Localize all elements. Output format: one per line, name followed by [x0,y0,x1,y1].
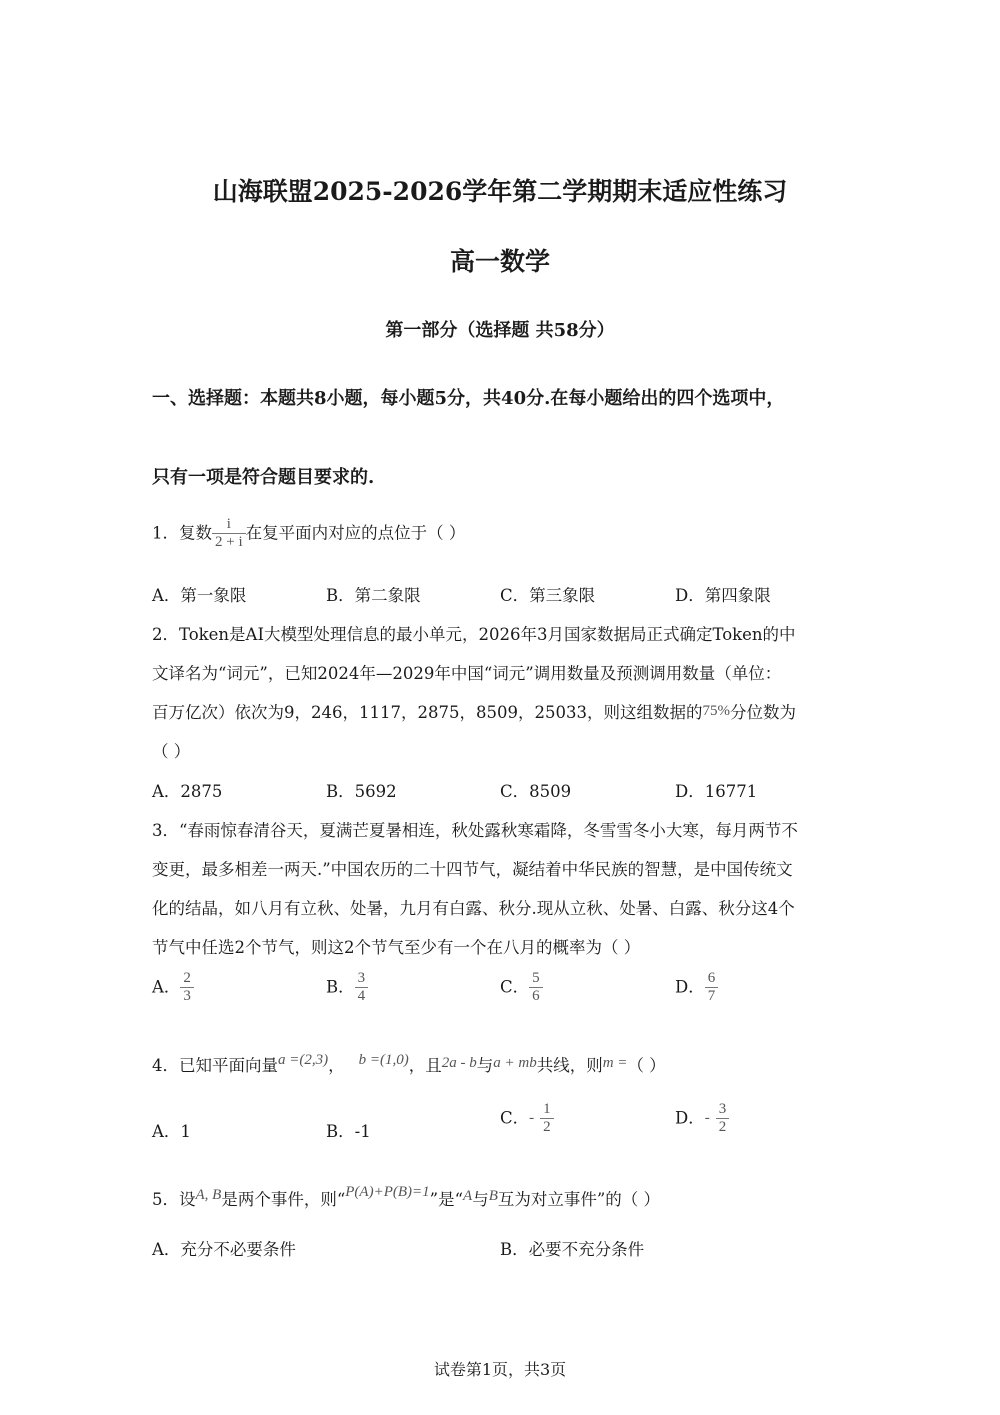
frac-den: 6 [529,987,543,1005]
q4-and: ，且 [408,1056,442,1075]
q4-option-c [500,1101,554,1137]
q4-option-b [326,1118,371,1142]
q4-option-a-value: 1 [180,1122,191,1141]
q4-option-c-fraction [540,1101,554,1137]
q5-option-b: B．必要不充分条件 [500,1240,645,1259]
minus-sign: - [529,1110,535,1127]
q4-option-c-label: C． [500,1108,530,1128]
q3-option-c-label: C． [500,977,530,997]
q4-m-eq: m = [602,1055,628,1071]
q1-option-a: A．第一象限 [152,586,247,605]
q4-with: 与 [476,1056,494,1075]
frac-num: 3 [718,1101,727,1117]
q5-text1: 是两个事件，则“ [221,1190,346,1209]
q4-option-a [152,1118,191,1142]
q4-option-d [675,1101,729,1137]
q2-percent: 75% [702,703,730,719]
q2-line3 [152,699,796,723]
frac-den: 7 [705,987,719,1005]
q1-prefix: 1．复数 [152,523,212,543]
frac-den: 2 [540,1118,554,1136]
q3-option-b-fraction [355,970,369,1006]
q4-prefix: 4．已知平面向量 [152,1056,278,1075]
frac-den: 2 [716,1118,730,1136]
q2-option-b: B．5692 [326,782,397,801]
exam-title: 山海联盟2025-2026学年第二学期期末适应性练习 [212,177,788,206]
q2-line2: 文译名为“词元”，已知2024年—2029年中国“词元”调用数量及预测调用数量（单位： [152,664,782,683]
subject-title: 高一数学 [449,247,550,276]
q2-line3-suffix: 分位数为 [729,703,796,722]
q1-option-b: B．第二象限 [326,586,421,605]
q3-option-b-label: B． [326,977,355,997]
q4-vector-a: a =(2,3) [278,1052,329,1068]
q3-option-c-fraction [529,970,543,1006]
q5-prefix: 5．设 [152,1190,196,1209]
q5-event-b: B [488,1188,498,1204]
part-heading: 第一部分（选择题 共58分） [385,320,615,341]
q4-blank: （ ） [627,1056,666,1075]
q3-option-b [326,970,368,1006]
frac-num: 3 [357,970,366,986]
q4-expr1: 2a - b [441,1055,477,1071]
q3-option-a [152,970,194,1006]
q1-frac-den: 2 + i [212,533,246,551]
question-4 [152,1052,666,1076]
q3-line4: 节气中任选2个节气，则这2个节气至少有一个在八月的概率为（ ） [152,938,641,957]
q2-option-a: A．2875 [152,782,223,801]
question-5 [152,1184,660,1210]
q5-events: A, B [195,1187,222,1203]
q3-option-a-fraction [180,970,194,1006]
frac-den: 3 [180,987,194,1005]
q1-option-c: C．第三象限 [500,586,596,605]
q4-separator: ， [328,1056,345,1075]
q4-option-a-label: A． [152,1122,181,1141]
q2-option-d: D．16771 [675,782,758,801]
section-instruction-line2: 只有一项是符合题目要求的. [152,467,375,488]
q4-option-d-label: D． [675,1108,705,1128]
q4-collinear: 共线，则 [536,1056,603,1075]
q3-line2: 变更，最多相差一两天.”中国农历的二十四节气，凝结着中华民族的智慧，是中国传统文 [152,860,793,879]
q3-option-c [500,970,543,1006]
q3-option-d-label: D． [675,977,705,997]
frac-num: 1 [543,1101,551,1117]
frac-num: 2 [183,970,191,986]
q1-frac-num: i [226,516,231,532]
q3-line1: 3．“春雨惊春清谷天，夏满芒夏暑相连，秋处露秋寒霜降，冬雪雪冬小大寒，每月两节不 [152,821,798,840]
q5-text2: ”是“ [429,1190,464,1209]
frac-num: 6 [707,970,716,986]
page-footer: 试卷第1页，共3页 [433,1360,567,1379]
q1-option-d: D．第四象限 [675,586,771,605]
q1-suffix: 在复平面内对应的点位于（ ） [245,523,466,543]
q4-vector-b: b =(1,0) [358,1052,409,1068]
q5-event-a: A [463,1188,473,1204]
q4-option-b-value: -1 [354,1122,371,1141]
section-instruction-line1: 一、选择题：本题共8小题，每小题5分，共40分.在每小题给出的四个选项中， [152,388,785,409]
q2-line1: 2．Token是AI大模型处理信息的最小单元，2026年3月国家数据局正式确定Token的中 [152,625,796,644]
frac-den: 4 [355,987,369,1005]
q5-condition: P(A)+P(B)=1 [345,1184,430,1200]
q3-option-a-label: A． [152,977,181,997]
q3-option-d-fraction [705,970,719,1006]
frac-num: 5 [532,970,540,986]
q2-line4: （ ） [152,742,191,761]
q5-text3: 互为对立事件”的（ ） [497,1190,661,1209]
q2-option-c: C．8509 [500,782,572,801]
q3-option-d [675,970,718,1006]
q4-option-b-label: B． [326,1122,355,1141]
q4-option-d-fraction [716,1101,730,1137]
minus-sign: - [704,1110,710,1127]
q1-fraction [212,516,246,552]
q5-option-a: A．充分不必要条件 [152,1240,296,1259]
question-1 [152,516,465,552]
q2-line3-prefix: 百万亿次）依次为9，246，1117，2875，8509，25033，则这组数据的 [152,703,703,722]
q4-expr2: a + mb [493,1055,537,1071]
q5-and: 与 [472,1190,489,1209]
q3-line3: 化的结晶，如八月有立秋、处暑，九月有白露、秋分.现从立秋、处暑、白露、秋分这4个 [152,899,795,918]
